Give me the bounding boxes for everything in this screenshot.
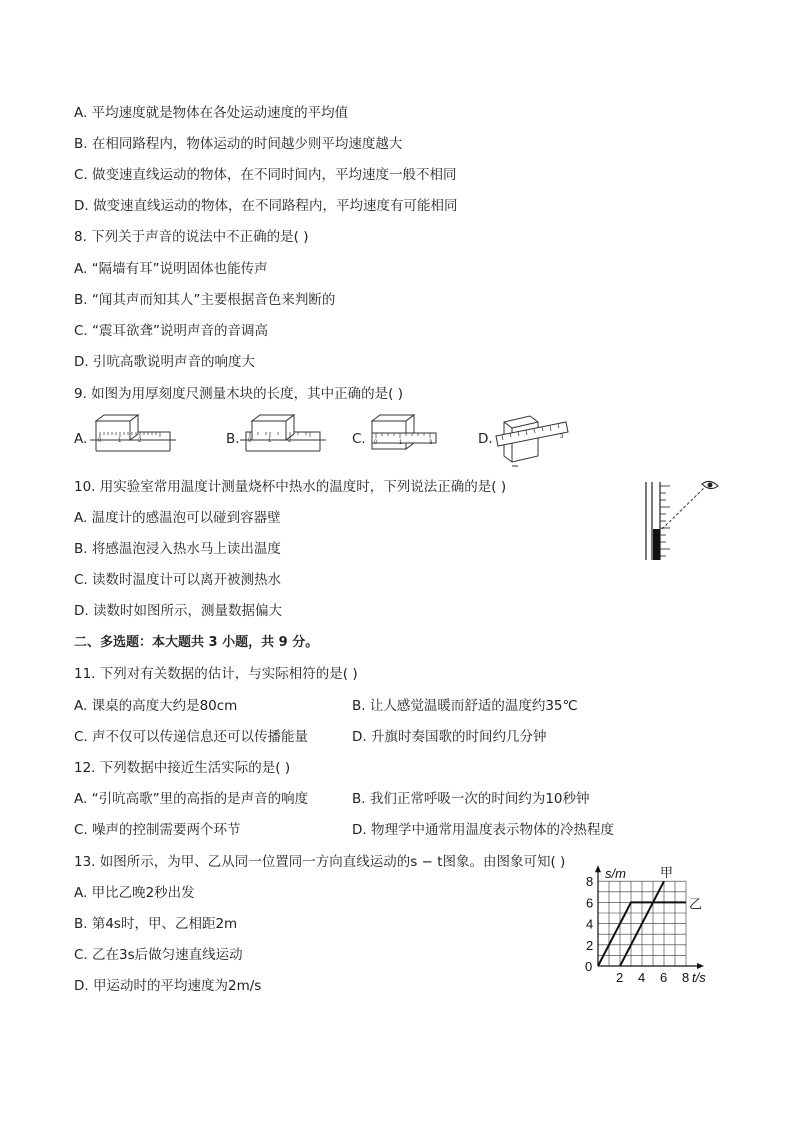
y-tick-label: 4 [586,916,594,932]
series-label-0: 甲 [660,865,674,881]
x-tick-label: 6 [660,970,668,985]
ruler-c-tick-3: 3 [429,440,433,446]
section-2-heading: 二、多选题：本大题共 3 小题，共 9 分。 [74,635,319,650]
q13-option-c: C. 乙在3s后做匀速直线运动 [74,947,243,963]
q11-option-b: B. 让人感觉温暖而舒适的温度约35℃ [352,698,578,714]
ruler-b-tick-2: 2 [288,438,292,444]
ruler-a-tick-0: 0 [98,438,102,444]
series-label-1: 乙 [689,896,703,912]
ruler-a-tick-1: 1 [118,438,122,444]
q12-option-c: C. 噪声的控制需要两个环节 [74,822,241,838]
x-axis-label: t/s [692,970,706,985]
ruler-d-tick-3: 3 [560,434,564,440]
x-tick-label: 2 [616,970,624,985]
x-tick-label: 8 [682,970,690,985]
y-tick-label: 6 [586,895,594,911]
y-tick-label: 8 [586,874,594,890]
q10-option-d: D. 读数时如图所示，测量数据偏大 [74,603,282,619]
q11-option-a: A. 课桌的高度大约是80cm [74,698,238,714]
q9-stem: 9. 如图为用厚刻度尺测量木块的长度，其中正确的是( ) [74,386,403,402]
q10-option-a: A. 温度计的感温泡可以碰到容器壁 [74,510,281,526]
q13-option-b: B. 第4s时，甲、乙相距2m [74,916,238,932]
q10-option-b: B. 将感温泡浸入热水马上读出温度 [74,541,281,557]
ruler-figure-a [88,413,178,455]
thermometer-figure [636,474,726,566]
q7-option-b: B. 在相同路程内，物体运动的时间越少则平均速度越大 [74,136,403,152]
st-tick-labels [585,865,706,985]
q8-option-c: C. “震耳欲聋”说明声音的音调高 [74,323,268,339]
q8-option-b: B. “闻其声而知其人”主要根据音色来判断的 [74,292,336,308]
st-graph [584,848,728,990]
q12-option-b: B. 我们正常呼吸一次的时间约为10秒钟 [352,791,590,807]
q7-option-d: D. 做变速直线运动的物体，在不同路程内，平均速度有可能相同 [74,198,458,214]
q8-option-d: D. 引吭高歌说明声音的响度大 [74,354,255,370]
y-axis-label: s/m [605,866,626,882]
y-axis-arrow [595,865,601,872]
q11-stem: 11. 下列对有关数据的估计，与实际相符的是( ) [74,666,358,682]
q13-option-a: A. 甲比乙晚2秒出发 [74,885,195,901]
q10-option-c: C. 读数时温度计可以离开被测热水 [74,572,282,588]
q8-stem: 8. 下列关于声音的说法中不正确的是( ) [74,229,309,245]
q13-stem: 13. 如图所示，为甲、乙从同一位置同一方向直线运动的s − t图象。由图象可知( ) [74,854,566,870]
q12-option-a: A. “引吭高歌”里的高指的是声音的响度 [74,791,309,807]
ruler-figure-c [364,413,444,455]
q11-option-d: D. 升旗时奏国歌的时间约几分钟 [352,729,547,745]
y-tick-label: 2 [586,937,594,953]
q8-option-a: A. “隔墙有耳”说明固体也能传声 [74,261,268,277]
q12-option-d: D. 物理学中通常用温度表示物体的冷热程度 [352,822,614,838]
q10-stem: 10. 用实验室常用温度计测量烧杯中热水的温度时，下列说法正确的是( ) [74,479,507,495]
ruler-figure-d [490,408,574,468]
q9-label-c: C. [352,431,366,447]
ruler-a-tick-2: 2 [138,438,142,444]
q9-label-b: B. [226,431,240,447]
ruler-figure-b [238,413,328,455]
q12-stem: 12. 下列数据中接近生活实际的是( ) [74,760,291,776]
mercury-column [653,529,660,560]
ruler-b-tick-1: 1 [268,438,272,444]
x-tick-label: 4 [638,970,646,985]
eye-icon [702,481,718,488]
q13-option-d: D. 甲运动时的平均速度为2m/s [74,978,262,994]
origin-label: 0 [585,959,593,974]
q7-option-a: A. 平均速度就是物体在各处运动速度的平均值 [74,105,349,121]
x-axis-arrow [697,963,704,969]
q11-option-c: C. 声不仅可以传递信息还可以传播能量 [74,729,309,745]
ruler-c-tick-0: 0 [374,440,378,446]
q9-label-d: D. [478,431,493,447]
ruler-c-tick-1: 1 [399,440,403,446]
ruler-b-tick-0: 0 [248,438,252,444]
q9-label-a: A. [74,431,88,447]
q7-option-c: C. 做变速直线运动的物体，在不同时间内，平均速度一般不相同 [74,167,457,183]
